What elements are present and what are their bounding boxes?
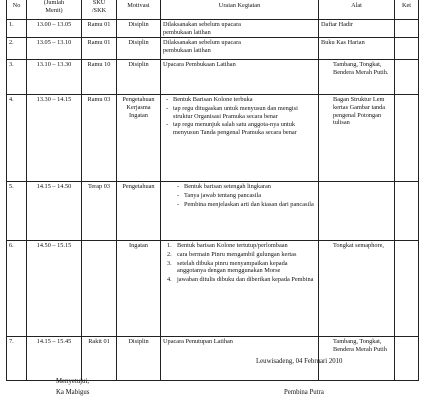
cell-ski: Terap 03 bbox=[82, 182, 117, 241]
cell-alat bbox=[319, 182, 395, 241]
cell-motivasi: Disiplin bbox=[117, 38, 161, 60]
place-date: Leuwisadeng, 04 Februari 2010 bbox=[256, 358, 343, 365]
cell-ket bbox=[395, 38, 419, 60]
table-row bbox=[7, 337, 419, 381]
uraian-line: pembukaan latihan bbox=[163, 47, 211, 55]
cell-motivasi: Pengetahuan bbox=[117, 182, 161, 241]
list-item: 4. jawaban ditulis dibuku dan diberikan kepada Pembina bbox=[167, 276, 314, 284]
cell-uraian bbox=[161, 20, 319, 38]
cell-motivasi: Disiplin bbox=[117, 60, 161, 95]
cell-waktu: 13.30 – 14.15 bbox=[27, 95, 82, 182]
cell-ket bbox=[395, 60, 419, 95]
table-row bbox=[7, 241, 419, 337]
uraian-list bbox=[163, 96, 316, 136]
cell-no: 6. bbox=[7, 241, 27, 337]
header-alat: Alat bbox=[319, 0, 395, 20]
cell-no: 3. bbox=[7, 60, 27, 95]
cell-waktu: 14.15 – 15.45 bbox=[27, 337, 82, 381]
cell-motivasi: Ingatan bbox=[117, 241, 161, 337]
cell-ket bbox=[395, 337, 419, 381]
cell-motivasi: Pengetahuan Kerjasma Ingatan bbox=[117, 95, 161, 182]
schedule-table bbox=[6, 0, 419, 381]
cell-alat: Tambang, Tongkat, Bendera Merah Putih bbox=[319, 337, 395, 381]
list-item: - Pembina menjelaskan arti dan kiasan dari pancasila bbox=[177, 201, 316, 209]
cell-ket bbox=[395, 20, 419, 38]
table-row bbox=[7, 182, 419, 241]
cell-ket bbox=[395, 95, 419, 182]
header-ski: SKU /SKK bbox=[82, 0, 117, 20]
cell-alat: Bagan Struktur Lem kertas Gambar tanda pengenal Potongan tulisan bbox=[319, 95, 395, 182]
cell-motivasi: Disiplin bbox=[117, 337, 161, 381]
header-waktu: (Jumlah Menit) bbox=[27, 0, 82, 20]
list-item: 3. setelah dibuka pinru menyampaikan kepada anggotanya dengan menggunakan Morse bbox=[167, 259, 288, 275]
cell-ket bbox=[395, 182, 419, 241]
cell-motivasi: Disiplin bbox=[117, 20, 161, 38]
table-row bbox=[7, 95, 419, 182]
cell-alat: Tambang, Tongkat, Bendera Merah Putih. bbox=[319, 60, 395, 95]
cell-uraian bbox=[161, 60, 319, 95]
uraian-line: Dilaksanakan sebelum upacara bbox=[163, 39, 241, 47]
uraian-line: Upacara Penutupan Latihan bbox=[163, 338, 233, 346]
list-item: - tap regu ditugaskan untuk menyusun dan mengisi struktur Organisasi Pramuka secara benar bbox=[166, 105, 316, 120]
header-ket: Ket bbox=[395, 0, 419, 20]
header-no: No bbox=[7, 0, 27, 20]
cell-ket bbox=[395, 241, 419, 337]
cell-no: 2. bbox=[7, 38, 27, 60]
table-row bbox=[7, 60, 419, 95]
uraian-list bbox=[163, 183, 316, 208]
cell-uraian bbox=[161, 95, 319, 182]
cell-ski: Ramu 01 bbox=[82, 20, 117, 38]
cell-waktu: 14.50 – 15.15 bbox=[27, 241, 82, 337]
cell-waktu: 13.05 – 13.10 bbox=[27, 38, 82, 60]
cell-waktu: 13.10 – 13.30 bbox=[27, 60, 82, 95]
list-item: - tap regu menunjuk salah satu anggota-nya untuk menyusun Tanda pengenal Pramuka secara benar bbox=[166, 121, 316, 136]
header-row bbox=[7, 0, 419, 20]
cell-ski: Ramu 10 bbox=[82, 60, 117, 95]
list-item: - Tanya jawab tentang pancasila bbox=[177, 192, 316, 200]
cell-alat: Daftar Hadir bbox=[319, 20, 395, 38]
header-motivasi: Motivasi bbox=[117, 0, 161, 20]
cell-ski bbox=[82, 241, 117, 337]
cell-alat: Tongkat semaphore, bbox=[319, 241, 395, 337]
uraian-line: pembukaan latihan bbox=[163, 28, 211, 36]
list-item: - Bentuk Barisan Kolone terbuka bbox=[166, 96, 316, 104]
cell-no: 4. bbox=[7, 95, 27, 182]
table-row bbox=[7, 38, 419, 60]
list-item: 2. cara bermain Pinru mengambil gulungan kertas bbox=[167, 251, 297, 259]
uraian-line: Upacara Pembukaan Latihan bbox=[163, 61, 236, 69]
cell-ski: Ramu 03 bbox=[82, 95, 117, 182]
uraian-steps bbox=[163, 242, 316, 283]
cell-waktu: 13.00 – 13.05 bbox=[27, 20, 82, 38]
cell-no: 1. bbox=[7, 20, 27, 38]
cell-uraian bbox=[161, 182, 319, 241]
cell-ski: Rakit 01 bbox=[82, 337, 117, 381]
list-item: - Bentuk barisan setengah lingkaran bbox=[177, 183, 316, 191]
header-uraian: Uraian Kegiatan bbox=[161, 0, 319, 20]
cell-waktu: 14.15 – 14.50 bbox=[27, 182, 82, 241]
cell-no: 5. bbox=[7, 182, 27, 241]
table-row bbox=[7, 20, 419, 38]
cell-alat: Buku Kas Harian bbox=[319, 38, 395, 60]
pembina-label: Pembina Putra bbox=[284, 389, 324, 396]
cell-uraian bbox=[161, 241, 319, 337]
ka-mabigus-label: Ka Mabigus bbox=[56, 389, 90, 396]
list-item: 1. Bentuk barisan Kolone tertutup/perlombaan bbox=[167, 242, 288, 250]
uraian-line: Dilaksanakan sebelum upacara bbox=[163, 21, 241, 28]
cell-no: 7. bbox=[7, 337, 27, 381]
approval-label: Menyetujui, bbox=[56, 378, 90, 385]
cell-ski: Ramu 01 bbox=[82, 38, 117, 60]
cell-uraian bbox=[161, 38, 319, 60]
